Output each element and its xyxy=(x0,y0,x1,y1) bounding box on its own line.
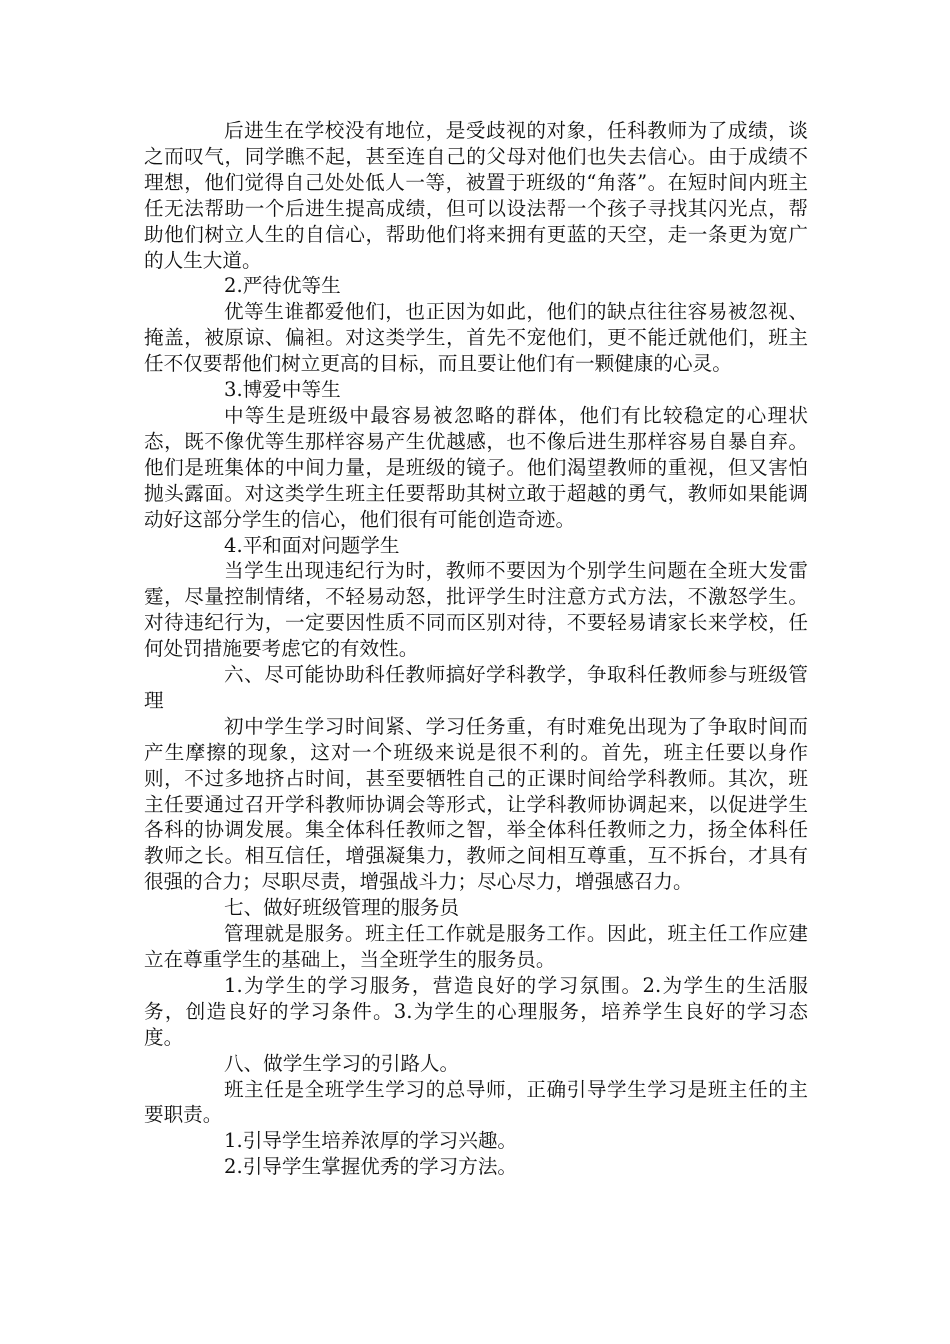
paragraph-underachievers: 后进生在学校没有地位，是受歧视的对象，任科教师为了成绩，谈之而叹气，同学瞧不起，甚至连自己的父母对他们也失去信心。由于成绩不理想，他们觉得自己处处低人一等，被置于班级的“角落”。在短时间内班主任无法帮助一个后进生提高成绩，但可以设法帮一个孩子寻找其闪光点，帮助他们树立人生的自信心，帮助他们将来拥有更蓝的天空，走一条更为宽广的人生大道。 xyxy=(144,119,808,272)
paragraph-service-list: 1.为学生的学习服务，营造良好的学习氛围。2.为学生的生活服务，创造良好的学习条件。3.为学生的心理服务，培养学生良好的学习态度。 xyxy=(144,973,808,1049)
paragraph-guide: 班主任是全班学生学习的总导师，正确引导学生学习是班主任的主要职责。 xyxy=(144,1077,808,1127)
list-item-method: 2.引导学生掌握优秀的学习方法。 xyxy=(224,1155,518,1179)
paragraph-subject-teachers: 初中学生学习时间紧、学习任务重，有时难免出现为了争取时间而产生摩擦的现象，这对一个班级来说是很不利的。首先，班主任要以身作则，不过多地挤占时间，甚至要牺牲自己的正课时间给学科教师。其次，班主任要通过召开学科教师协调会等形式，让学科教师协调起来，以促进学生各科的协调发展。集全体科任教师之智，举全体科任教师之力，扬全体科任教师之长。相互信任，增强凝集力，教师之间相互尊重，互不拆台，才具有很强的合力；尽职尽责，增强战斗力；尽心尽力，增强感召力。 xyxy=(144,714,808,894)
paragraph-problem-students: 当学生出现违纪行为时，教师不要因为个别学生问题在全班大发雷霆，尽量控制情绪，不轻易动怒，批评学生时注意方式方法，不激怒学生。对待违纪行为，一定要因性质不同而区别对待，不要轻易请家长来学校，任何处罚措施要考虑它的有效性。 xyxy=(144,559,808,661)
heading-middle-students: 3.博爱中等生 xyxy=(224,378,341,402)
paragraph-service: 管理就是服务。班主任工作就是服务工作。因此，班主任工作应建立在尊重学生的基础上，当全班学生的服务员。 xyxy=(144,922,808,971)
section-heading-seven: 七、做好班级管理的服务员 xyxy=(224,896,460,920)
document-page xyxy=(144,118,808,1180)
list-item-interest: 1.引导学生培养浓厚的学习兴趣。 xyxy=(224,1129,518,1153)
heading-top-students: 2.严待优等生 xyxy=(224,274,341,298)
heading-problem-students: 4.平和面对问题学生 xyxy=(224,533,400,557)
section-heading-six: 六、尽可能协助科任教师搞好学科教学，争取科任教师参与班级管理 xyxy=(144,663,808,712)
section-heading-eight: 八、做学生学习的引路人。 xyxy=(224,1051,460,1075)
paragraph-top-students: 优等生谁都爱他们，也正因为如此，他们的缺点往往容易被忽视、掩盖，被原谅、偏袒。对这类学生，首先不宠他们，更不能迁就他们，班主任不仅要帮他们树立更高的目标，而且要让他们有一颗健康的心灵。 xyxy=(144,300,808,376)
paragraph-middle-students: 中等生是班级中最容易被忽略的群体，他们有比较稳定的心理状态，既不像优等生那样容易产生优越感，也不像后进生那样容易自暴自弃。他们是班集体的中间力量，是班级的镜子。他们渴望教师的重视，但又害怕抛头露面。对这类学生班主任要帮助其树立敢于超越的勇气，教师如果能调动好这部分学生的信心，他们很有可能创造奇迹。 xyxy=(144,403,808,531)
